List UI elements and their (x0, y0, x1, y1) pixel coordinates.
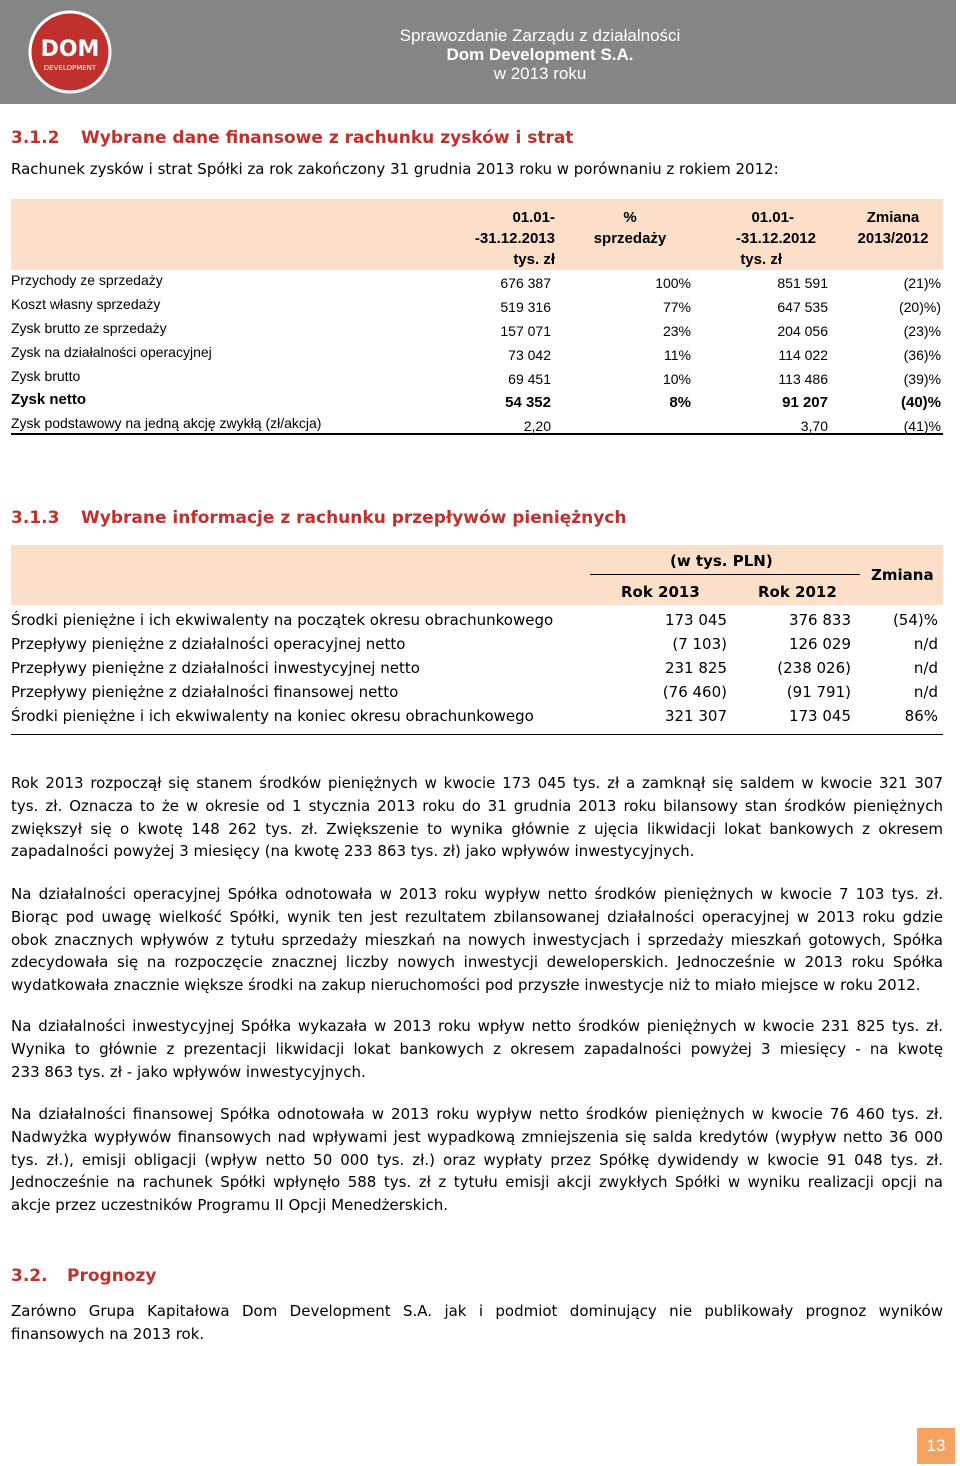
income-cell-pct: 8% (669, 394, 691, 411)
income-cell-2013: 2,20 (523, 418, 551, 434)
income-cell-2012: 3,70 (800, 418, 828, 434)
cashflow-cell-change: n/d (913, 635, 938, 653)
col-2013-header (440, 207, 580, 270)
col-2013-header-l3: tys. zł (513, 251, 555, 268)
income-row (11, 341, 943, 364)
col-change-header (838, 207, 948, 249)
svg-text:DOM: DOM (40, 37, 100, 62)
paragraph-line: Zarówno Grupa Kapitałowa Dom Development S.A. jak i podmiot dominujący nie publikowały prognoz wyników (11, 1302, 943, 1320)
paragraph-line: wydatkowała znacznie większe środki na zakup nieruchomości pod przyszłe inwestycje niż to miało miejsce w roku 2012. (11, 976, 921, 995)
cashflow-cell-change: (54)% (892, 611, 938, 629)
cashflow-col-2013-header: Rok 2013 (621, 583, 700, 601)
income-cell-change: (23)% (903, 323, 941, 339)
cashflow-cell-2013: 173 045 (664, 611, 727, 629)
income-cell-2013: 73 042 (508, 347, 551, 363)
section-heading: Wybrane dane finansowe z rachunku zysków i strat (81, 128, 574, 148)
income-cell-pct: 10% (662, 371, 691, 387)
income-cell-pct: 77% (662, 299, 691, 315)
paragraph-investing (11, 1015, 943, 1083)
income-cell-change: (20)%) (898, 299, 941, 315)
income-cell-pct: 11% (664, 347, 691, 363)
paragraph-line: zapadalności powyżej 3 miesięcy (na kwotę 233 863 tys. zł) jako wpływów inwestycyjnych. (11, 842, 695, 861)
section-title-3-2 (11, 1266, 156, 1286)
section-heading: Prognozy (67, 1266, 157, 1286)
income-row (11, 317, 943, 340)
cashflow-row-label: Środki pieniężne i ich ekwiwalenty na początek okresu obrachunkowego (11, 611, 554, 629)
svg-text:DEVELOPMENT: DEVELOPMENT (43, 64, 97, 72)
section-title-3-1-3 (11, 508, 627, 528)
income-cell-2013: 69 451 (508, 371, 551, 387)
income-row (11, 388, 943, 411)
income-row (11, 412, 943, 435)
paragraph-financing (11, 1103, 943, 1217)
cashflow-cell-2013: (76 460) (662, 683, 727, 701)
cashflow-cell-2013: (7 103) (672, 635, 727, 653)
paragraph-line: Biorąc pod uwagę wielkość Spółki, wynik ten jest rezultatem zbilansowanej działalności operacyjnej w 2013 roku gdzie (11, 907, 943, 926)
header-year: w 2013 roku (493, 64, 587, 83)
income-cell-pct: 100% (655, 275, 691, 291)
cashflow-cell-change: n/d (913, 659, 938, 677)
paragraph-line: Na działalności finansowej Spółka odnotowała w 2013 roku wypływ netto środków pieniężnych w kwocie 76 460 tys. zł. (11, 1105, 943, 1123)
paragraph-line: Jednocześnie na rachunek Spółki wpłynęło 588 tys. zł z tytułu emisji akcji zwykłych Spółki w wyniku realizacji opcji na (11, 1173, 943, 1192)
income-cell-2012: 647 535 (777, 299, 828, 315)
income-row-label: Zysk netto (11, 391, 87, 408)
cashflow-cell-2013: 321 307 (664, 707, 727, 725)
income-cell-2012: 204 056 (777, 323, 828, 339)
col-pct-header-l1: % (623, 209, 637, 226)
income-cell-change: (39)% (903, 371, 941, 387)
col-2013-header-l1: 01.01- (512, 209, 555, 226)
paragraph-operating (11, 883, 943, 997)
paragraph-line: finansowych na 2013 rok. (11, 1324, 205, 1343)
income-cell-change: (41)% (903, 418, 941, 434)
cashflow-row-label: Przepływy pieniężne z działalności inwestycyjnej netto (11, 659, 420, 677)
paragraph-line: obok znacznych wpływów z tytułu sprzedaży mieszkań na nowych inwestycjach i sprzedaży mieszkań gotowych, Spółka (11, 930, 943, 949)
cashflow-col-change-header: Zmiana (871, 566, 934, 584)
income-row (11, 293, 943, 316)
col-change-header-l2: 2013/2012 (857, 230, 929, 247)
cashflow-row-label: Przepływy pieniężne z działalności finansowej netto (11, 683, 399, 701)
cashflow-row-label: Środki pieniężne i ich ekwiwalenty na koniec okresu obrachunkowego (11, 707, 534, 725)
paragraph-line: zwiększył się o kwotę 148 262 tys. zł. Zwiększenie to wynika głównie z ujęcia likwidacji lokat bankowych z okresem (11, 819, 943, 838)
income-cell-pct: 23% (662, 323, 691, 339)
section-number: 3.1.2 (11, 128, 60, 148)
income-cell-2012: 114 022 (778, 347, 828, 363)
col-pct-header-l2: sprzedaży (593, 230, 667, 247)
section-number: 3.2. (11, 1266, 48, 1286)
cashflow-cell-change: n/d (913, 683, 938, 701)
col-2013-header-l2: -31.12.2013 (474, 230, 555, 247)
paragraph-line: Na działalności operacyjnej Spółka odnotowała w 2013 roku wypływ netto środków pieniężnych w kwocie 7 103 tys. zł. (11, 885, 943, 903)
income-row-label: Przychody ze sprzedaży (11, 272, 163, 288)
paragraph-forecasts (11, 1300, 943, 1346)
cashflow-cell-2013: 231 825 (664, 659, 727, 677)
cashflow-cell-change: 86% (904, 707, 938, 725)
cashflow-cell-2012: 376 833 (788, 611, 851, 629)
income-cell-2013: 157 071 (500, 323, 551, 339)
cashflow-header-rule (590, 574, 860, 575)
cashflow-table-bottom-rule (11, 734, 943, 735)
income-cell-2013: 54 352 (505, 394, 551, 411)
section-title-3-1-2 (11, 128, 573, 148)
income-table-bottom-rule (11, 433, 943, 435)
paragraph-line: tys. zł.), emisji obligacji (wpływ netto 50 000 tys. zł.) oraz wypłaty przez Spółkę dywidendy w kwocie 91 048 tys. zł. (11, 1150, 943, 1169)
income-row-label: Zysk podstawowy na jedną akcję zwykłą (zł/akcja) (11, 415, 322, 431)
header-company-name: Dom Development S.A. (446, 45, 634, 64)
cashflow-col-2012-header: Rok 2012 (758, 583, 837, 601)
income-cell-2012: 113 486 (778, 371, 828, 387)
cashflow-unit-header: (w tys. PLN) (670, 552, 773, 570)
section-heading: Wybrane informacje z rachunku przepływów pieniężnych (81, 508, 627, 528)
col-2012-header-l1: 01.01- (751, 209, 794, 226)
cashflow-cell-2012: 173 045 (788, 707, 851, 725)
page-header (0, 0, 956, 104)
section-number: 3.1.3 (11, 508, 60, 528)
paragraph-cash-summary (11, 772, 943, 863)
income-cell-2013: 519 316 (500, 299, 551, 315)
income-row-label: Zysk na działalności operacyjnej (11, 344, 212, 360)
paragraph-line: tys. zł. Oznacza to że w okresie od 1 stycznia 2013 roku do 31 grudnia 2013 roku bilansowy stan środków pieniężnych (11, 796, 943, 815)
paragraph-line: zdecydowała się na rozpoczęcie znacznej liczby nowych inwestycji deweloperskich. Jednocześnie w 2013 roku Spółka (11, 953, 943, 972)
col-2012-header (700, 207, 830, 270)
income-statement-intro: Rachunek zysków i strat Spółki za rok zakończony 31 grudnia 2013 roku w porównaniu z rokiem 2012: (11, 160, 779, 178)
income-cell-2013: 676 387 (500, 275, 551, 291)
paragraph-line: 233 863 tys. zł - jako wpływów inwestycyjnych. (11, 1062, 366, 1081)
cashflow-row (11, 679, 943, 703)
col-2012-header-l3: tys. zł (740, 251, 782, 268)
col-pct-header (580, 207, 680, 249)
income-row (11, 365, 943, 388)
cashflow-cell-2012: (238 026) (777, 659, 851, 677)
paragraph-line: Wynika to głównie z prezentacji likwidacji lokat bankowych z okresem zapadalności powyżej 3 miesięcy - na kwotę (11, 1039, 943, 1058)
cashflow-row (11, 655, 943, 679)
income-row (11, 269, 943, 292)
income-cell-2012: 91 207 (782, 394, 828, 411)
income-row-label: Zysk brutto ze sprzedaży (11, 320, 167, 336)
income-cell-change: (21)% (903, 275, 941, 291)
col-2012-header-l2: -31.12.2012 (735, 230, 816, 247)
paragraph-line: Rok 2013 rozpoczął się stanem środków pieniężnych w kwocie 173 045 tys. zł a zamknął się saldem w kwocie 321 307 (11, 774, 943, 792)
header-report-title: Sprawozdanie Zarządu z działalności (399, 26, 681, 45)
income-cell-change: (36)% (903, 347, 941, 363)
income-cell-change: (40)% (900, 394, 941, 411)
paragraph-line: Na działalności inwestycyjnej Spółka wykazała w 2013 roku wpływ netto środków pieniężnych w kwocie 231 825 tys. zł. (11, 1017, 943, 1035)
paragraph-line: akcje przez uczestników Programu II Opcji Menedżerskich. (11, 1196, 449, 1215)
dom-development-logo (14, 10, 126, 94)
income-cell-2012: 851 591 (777, 275, 828, 291)
paragraph-line: Nadwyżka wypływów finansowych nad wpływami jest wypadkową zmniejszenia się salda kredytów (wypływ netto 36 000 (11, 1127, 943, 1146)
cashflow-row (11, 703, 943, 727)
income-row-label: Zysk brutto (11, 368, 81, 384)
cashflow-cell-2012: (91 791) (786, 683, 851, 701)
cashflow-row-label: Przepływy pieniężne z działalności operacyjnej netto (11, 635, 406, 653)
income-row-label: Koszt własny sprzedaży (11, 296, 161, 312)
cashflow-row (11, 607, 943, 631)
page-number: 13 (917, 1428, 955, 1464)
cashflow-row (11, 631, 943, 655)
cashflow-cell-2012: 126 029 (788, 635, 851, 653)
col-change-header-l1: Zmiana (866, 209, 920, 226)
